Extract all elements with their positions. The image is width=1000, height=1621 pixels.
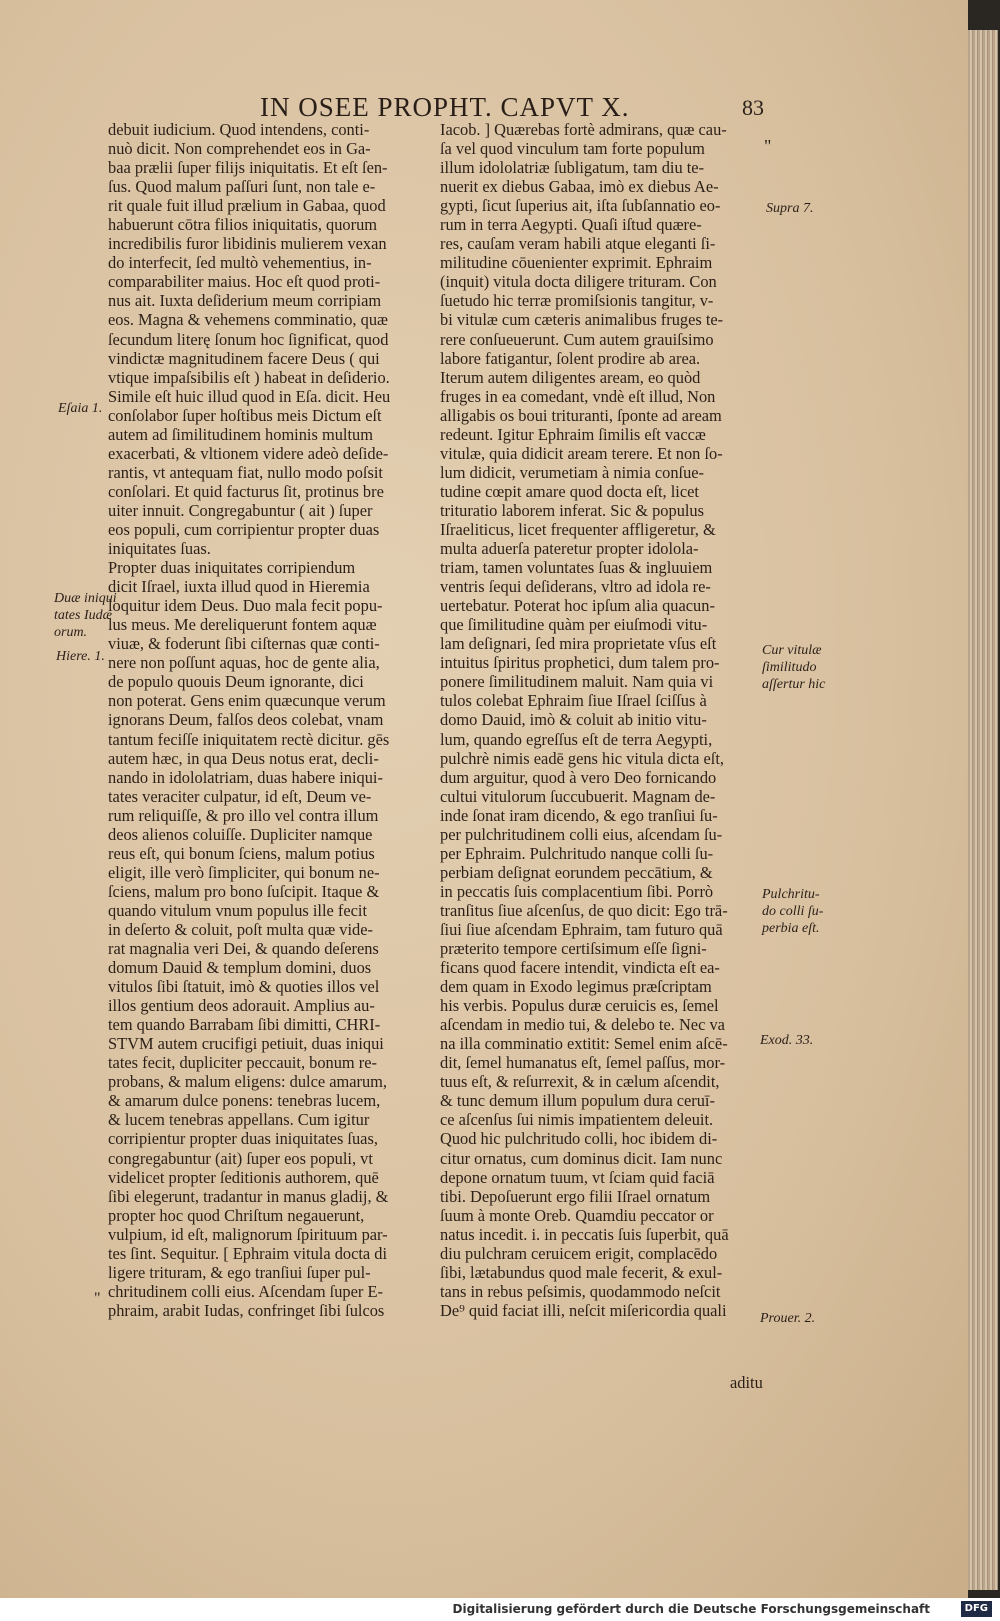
text-line: vitulos ſibi ſtatuit, imò & quoties illos vel xyxy=(108,977,380,997)
text-line: rum in terra Aegypti. Quaſi iſtud quære- xyxy=(440,215,702,235)
text-line: congregabuntur (ait) ſuper eos populi, vt xyxy=(108,1148,373,1168)
text-line: dem quam in Exodo legimus præſcriptam xyxy=(440,977,712,997)
text-line: vindictæ magnitudinem facere Deus ( qui xyxy=(108,348,380,368)
text-line: exacerbati, & vltionem videre adeò deſide- xyxy=(108,443,389,463)
text-line: & lucem tenebras appellans. Cum igitur xyxy=(108,1110,370,1130)
text-line: Simile eſt huic illud quod in Eſa. dicit. Heu xyxy=(108,386,391,406)
text-line: que ſimilitudine quàm per eiuſmodi vitu- xyxy=(440,615,708,635)
text-line: natus incedit. i. in peccatis ſuis ſuperbit, quā xyxy=(440,1224,729,1244)
text-line: STVM autem crucifigi petiuit, duas iniqui xyxy=(108,1034,384,1054)
text-line: multa aduerſa pateretur propter idolola- xyxy=(440,539,699,559)
running-head: IN OSEE PROPHT. CAPVT X. xyxy=(260,92,630,122)
text-line: nuerit ex diebus Gabaa, imò ex diebus Ae- xyxy=(440,177,719,197)
margin-note-line: aſſertur hic xyxy=(762,677,826,692)
text-line: trituratio laborem inferat. Sic & populus xyxy=(440,500,705,520)
text-line: citur ornatus, cum dominus dicit. Iam nunc xyxy=(440,1148,723,1168)
text-line: rantis, vt antequam fiat, nullo modo poſsit xyxy=(108,462,383,482)
text-line: tes ſint. Sequitur. [ Ephraim vitula docta di xyxy=(108,1243,388,1263)
text-line: & tunc demum illum populum dura ceruī- xyxy=(440,1091,715,1111)
text-line: tates fecit, dupliciter peccauit, bonum re- xyxy=(108,1053,377,1073)
text-line: corripientur propter duas iniquitates ſuas, xyxy=(108,1129,378,1149)
text-line: rit quale fuit illud prælium in Gabaa, quod xyxy=(108,196,386,216)
text-line: lus meus. Me dereliquerunt fontem aquæ xyxy=(108,615,377,635)
text-line: illos gentium deos adorauit. Amplius au- xyxy=(108,996,375,1016)
text-line: redeunt. Igitur Ephraim ſimilis eſt vaccæ xyxy=(440,424,706,444)
text-line: triam, tamen voluntates ſuas & ingluuiem xyxy=(440,558,713,578)
text-line: tem quando Barrabam ſibi dimitti, CHRI- xyxy=(108,1015,381,1035)
quote-mark: " xyxy=(764,136,772,156)
dfg-logo: DFG xyxy=(961,1601,992,1617)
text-line: lum, quando egreſſus eſt de terra Aegypti, xyxy=(440,729,713,749)
text-line: ſecundum literę ſonum hoc ſignificat, quod xyxy=(108,329,389,349)
text-line: dum arguitur, quod à vero Deo fornicando xyxy=(440,767,717,787)
text-line: Quod hic pulchritudo colli, hoc ibidem di- xyxy=(440,1129,718,1149)
quote-mark: " xyxy=(94,1290,101,1307)
text-line: De⁹ quid faciat illi, neſcit miſericordia quali xyxy=(440,1300,727,1320)
text-line: do interfecit, ſed multò vehementius, in- xyxy=(108,253,372,273)
text-line: (inquit) vitula docta diligere trituram. Con xyxy=(440,272,717,292)
text-line: uertebatur. Poterat hoc ipſum alia quacun- xyxy=(440,596,715,616)
text-line: phraim, arabit Iudas, confringet ſibi ſulcos xyxy=(108,1300,385,1320)
text-line: diu pulchram ceruicem erigit, complacēdo xyxy=(440,1243,718,1263)
margin-note-line: tates Iudæ xyxy=(54,608,112,623)
text-line: lam deſignari, ſed mira proprietate vſus eſt xyxy=(440,634,717,654)
text-line: tranſitus ſiue aſcenſus, de quo dicit: Ego trā- xyxy=(440,900,728,920)
margin-note-line: orum. xyxy=(54,625,88,640)
catchword: aditu xyxy=(730,1373,763,1392)
text-line: ſciens, malum pro bono ſuſcipit. Itaque & xyxy=(108,881,380,901)
text-line: ligere trituram, & ego tranſiui ſuper pul- xyxy=(108,1262,371,1282)
margin-note-line: ſimilitudo xyxy=(762,660,817,675)
text-line: uiter innuit. Congregabuntur ( ait ) ſuper xyxy=(108,500,373,520)
text-line: dit, ſemel humanatus eſt, ſemel paſſus, mor- xyxy=(440,1053,726,1073)
text-line: comparabiliter maius. Hoc eſt quod proti- xyxy=(108,272,381,292)
text-line: ſibi elegerunt, tradantur in manus gladij, & xyxy=(108,1186,389,1206)
text-line: ſa vel quod vinculum tam forte populum xyxy=(440,139,705,159)
text-line: quando vitulum vnum populus ille fecit xyxy=(108,900,368,920)
text-line: rat magnalia veri Dei, & quando deſerens xyxy=(108,939,379,959)
footer-credit: Digitalisierung gefördert durch die Deutsche Forschungsgemeinschaft xyxy=(452,1602,930,1616)
text-line: depone ornatum tuum, vt ſciam quid faciā xyxy=(440,1167,715,1187)
text-line: loquitur idem Deus. Duo mala fecit popu- xyxy=(108,596,383,616)
text-line: ventris ſequi deſiderans, vltro ad idola re- xyxy=(440,577,711,597)
text-line: in peccatis ſuis complacentium ſibi. Porrò xyxy=(440,881,714,901)
text-line: Iacob. ] Quærebas fortè admirans, quæ cau- xyxy=(440,120,727,139)
text-line: domo Dauid, imò & coluit ab initio vitu- xyxy=(440,710,707,730)
text-line: debuit iudicium. Quod intendens, conti- xyxy=(108,120,370,139)
page-edges xyxy=(968,30,998,1590)
margin-note-esaias: Eſaia 1. xyxy=(58,401,103,416)
text-line: ſibi, lætabundus quod male fecerit, & exul- xyxy=(440,1262,723,1282)
text-line: rere conſueuerunt. Cum autem grauiſsimo xyxy=(440,329,714,349)
text-line: cultui vitulorum ſuccubuerit. Magnam de- xyxy=(440,786,716,806)
text-line: dicit Iſrael, iuxta illud quod in Hieremia xyxy=(108,577,370,597)
text-line: tantum feciſſe iniquitatem rectè dicitur. gēs xyxy=(108,729,390,749)
text-line: tuus eſt, & reſurrexit, & in cælum aſcendit, xyxy=(440,1072,720,1092)
text-line: habuerunt cōtra filios iniquitatis, quorum xyxy=(108,215,378,235)
text-line: nuò dicit. Non comprehendet eos in Ga- xyxy=(108,139,371,159)
text-line: pulchrè nimis eadē gens hic vitula dicta eſt, xyxy=(440,748,725,768)
text-line: ſiui ſiue aſcendam Ephraim, tam futuro quā xyxy=(440,919,723,939)
footer-bar xyxy=(0,1598,1000,1621)
margin-note-exod: Exod. 33. xyxy=(760,1033,814,1048)
text-line: domum Dauid & templum domini, duos xyxy=(108,958,372,978)
text-line: in deſerto & coluit, poſt multa quæ vide- xyxy=(108,919,373,939)
margin-note-line: Duæ iniqui xyxy=(54,591,117,606)
text-line: intuitus ſpiritus prophetici, dum talem pro- xyxy=(440,653,720,673)
text-line: tibi. Depoſuerunt ergo filii Iſrael ornatum xyxy=(440,1186,711,1206)
text-line: baa prælii ſuper filijs iniquitatis. Et eſt ſen- xyxy=(108,158,388,178)
text-line: Iſraeliticus, licet frequenter affligeretur, & xyxy=(440,519,716,539)
text-line: vitulæ, quia didicit aream terere. Et non ſo- xyxy=(440,443,723,463)
text-line: nus ait. Iuxta deſiderium meum corripiam xyxy=(108,291,382,311)
margin-note-duae-iniquitates xyxy=(54,590,117,641)
text-line: probans, & malum eligens: dulce amarum, xyxy=(108,1072,388,1092)
text-line: conſolari. Et quid facturus ſit, protinus bre xyxy=(108,481,384,501)
page-number: 83 xyxy=(742,95,764,120)
text-line: illum idololatriæ ſubligatum, tam diu te- xyxy=(440,158,705,178)
margin-note-cur-vitula xyxy=(762,642,825,693)
text-line: & amarum dulce ponens: tenebras lucem, xyxy=(108,1091,381,1111)
margin-note-line: Pulchritu- xyxy=(762,887,820,902)
text-line: labore fatigantur, ſolent prodire ab area. xyxy=(440,348,701,368)
text-line: eos populi, cum corripientur propter duas xyxy=(108,519,380,539)
text-line: videlicet propter ſeditionis authorem, quē xyxy=(108,1167,379,1187)
text-line: per Ephraim. Pulchritudo nanque colli ſu- xyxy=(440,843,714,863)
text-line: per pulchritudinem colli eius, aſcendam ſu- xyxy=(440,824,723,844)
margin-note-line: perbia eſt. xyxy=(762,921,820,936)
margin-note-hiere: Hiere. 1. xyxy=(56,649,105,664)
right-text-column xyxy=(440,120,762,1320)
text-line: ſus. Quod malum paſſuri ſunt, non tale e- xyxy=(108,177,376,197)
margin-note-line: do colli ſu- xyxy=(762,904,824,919)
text-line: iniquitates ſuas. xyxy=(108,539,211,559)
margin-note-pulchritudo xyxy=(762,886,823,937)
text-line: tulos colebat Ephraim ſiue Iſrael ſciſſus à xyxy=(440,691,707,711)
text-line: eligit, ille verò ſimpliciter, qui bonum ne- xyxy=(108,862,380,882)
text-line: aſcendam in medio tui, & delebo te. Nec va xyxy=(440,1015,725,1035)
text-line: ponere ſimilitudinem maluit. Nam quia vi xyxy=(440,672,714,692)
text-line: autem hæc, in qua Deus notus erat, decli- xyxy=(108,748,379,768)
text-line: ficans quod facere intendit, vindicta eſt ea- xyxy=(440,958,720,978)
text-line: ſuum à monte Oreb. Quamdiu peccator or xyxy=(440,1205,714,1225)
text-line: bi vitulæ cum cæteris animalibus fruges te- xyxy=(440,310,724,330)
text-line: inde ſonat iram dicendo, & ego tranſiui ſu- xyxy=(440,805,718,825)
text-line: ſuetudo hic terræ promiſsionis tangitur, v- xyxy=(440,291,714,311)
text-line: vulpium, id eſt, malignorum ſpirituum par- xyxy=(108,1224,388,1244)
text-line: perbiam deſignat eorundem peccātium, & xyxy=(440,862,713,882)
text-line: na illa comminatio extitit: Semel enim aſcē- xyxy=(440,1034,728,1054)
text-line: viuæ, & foderunt ſibi ciſternas quæ conti- xyxy=(108,634,380,654)
left-text-column xyxy=(108,120,430,1320)
margin-note-prouer: Prouer. 2. xyxy=(760,1311,816,1326)
margin-note-line: Cur vitulæ xyxy=(762,643,822,658)
text-line: de populo quouis Deum ignorante, dici xyxy=(108,672,364,692)
text-line: ignorans Deum, falſos deos colebat, vnam xyxy=(108,710,384,730)
text-line: tates veraciter culpatur, id eſt, Deum ve- xyxy=(108,786,372,806)
text-line: Propter duas iniquitates corripiendum xyxy=(108,558,356,578)
text-line: conſolabor ſuper hoſtibus meis Dictum eſt xyxy=(108,405,382,425)
text-line: eos. Magna & vehemens comminatio, quæ xyxy=(108,310,388,330)
text-line: nando in idololatriam, duas habere iniqui- xyxy=(108,767,383,787)
text-line: fruges in ea comedant, vndè eſt illud, Non xyxy=(440,386,716,406)
text-line: incredibilis furor libidinis mulierem vexan xyxy=(108,234,387,254)
text-line: vtique impaſsibilis eſt ) habeat in deſiderio. xyxy=(108,367,390,387)
text-line: militudine cōuenienter exprimit. Ephraim xyxy=(440,253,713,273)
text-line: nere non poſſunt aquas, hoc de gente alia, xyxy=(108,653,380,673)
text-line: alligabis os boui trituranti, ſponte ad aream xyxy=(440,405,722,425)
text-line: deos alienos coluiſſe. Dupliciter namque xyxy=(108,824,373,844)
text-line: res, cauſam veram habili atque eleganti ſi- xyxy=(440,234,716,254)
text-line: lum didicit, verumetiam à nimia conſue- xyxy=(440,462,704,482)
text-line: propter hoc quod Chriſtum negauerunt, xyxy=(108,1205,365,1225)
text-line: tans in rebus peſsimis, quodammodo neſcit xyxy=(440,1281,721,1301)
text-line: gypti, ſicut ſuperius ait, iſta ſubſannatio eo- xyxy=(440,196,721,216)
text-line: Iterum autem diligentes aream, eo quòd xyxy=(440,367,701,387)
margin-note-supra: Supra 7. xyxy=(766,201,814,216)
text-line: ce aſcenſus ſui nimis impatientem deleuit. xyxy=(440,1110,714,1130)
text-line: non poterat. Gens enim quæcunque verum xyxy=(108,691,386,711)
text-line: reus eſt, qui bonum ſciens, malum potius xyxy=(108,843,375,863)
text-line: præterito tempore certiſsimum eſſe ſigni- xyxy=(440,939,707,959)
text-line: rum reliquiſſe, & pro illo vel contra illum xyxy=(108,805,379,825)
text-line: tudine cœpit amare quod docta eſt, licet xyxy=(440,481,699,501)
text-line: his verbis. Populus duræ ceruicis es, ſemel xyxy=(440,996,719,1016)
text-line: chritudinem colli eius. Aſcendam ſuper E- xyxy=(108,1281,383,1301)
text-line: autem ad ſimilitudinem hominis multum xyxy=(108,424,373,444)
